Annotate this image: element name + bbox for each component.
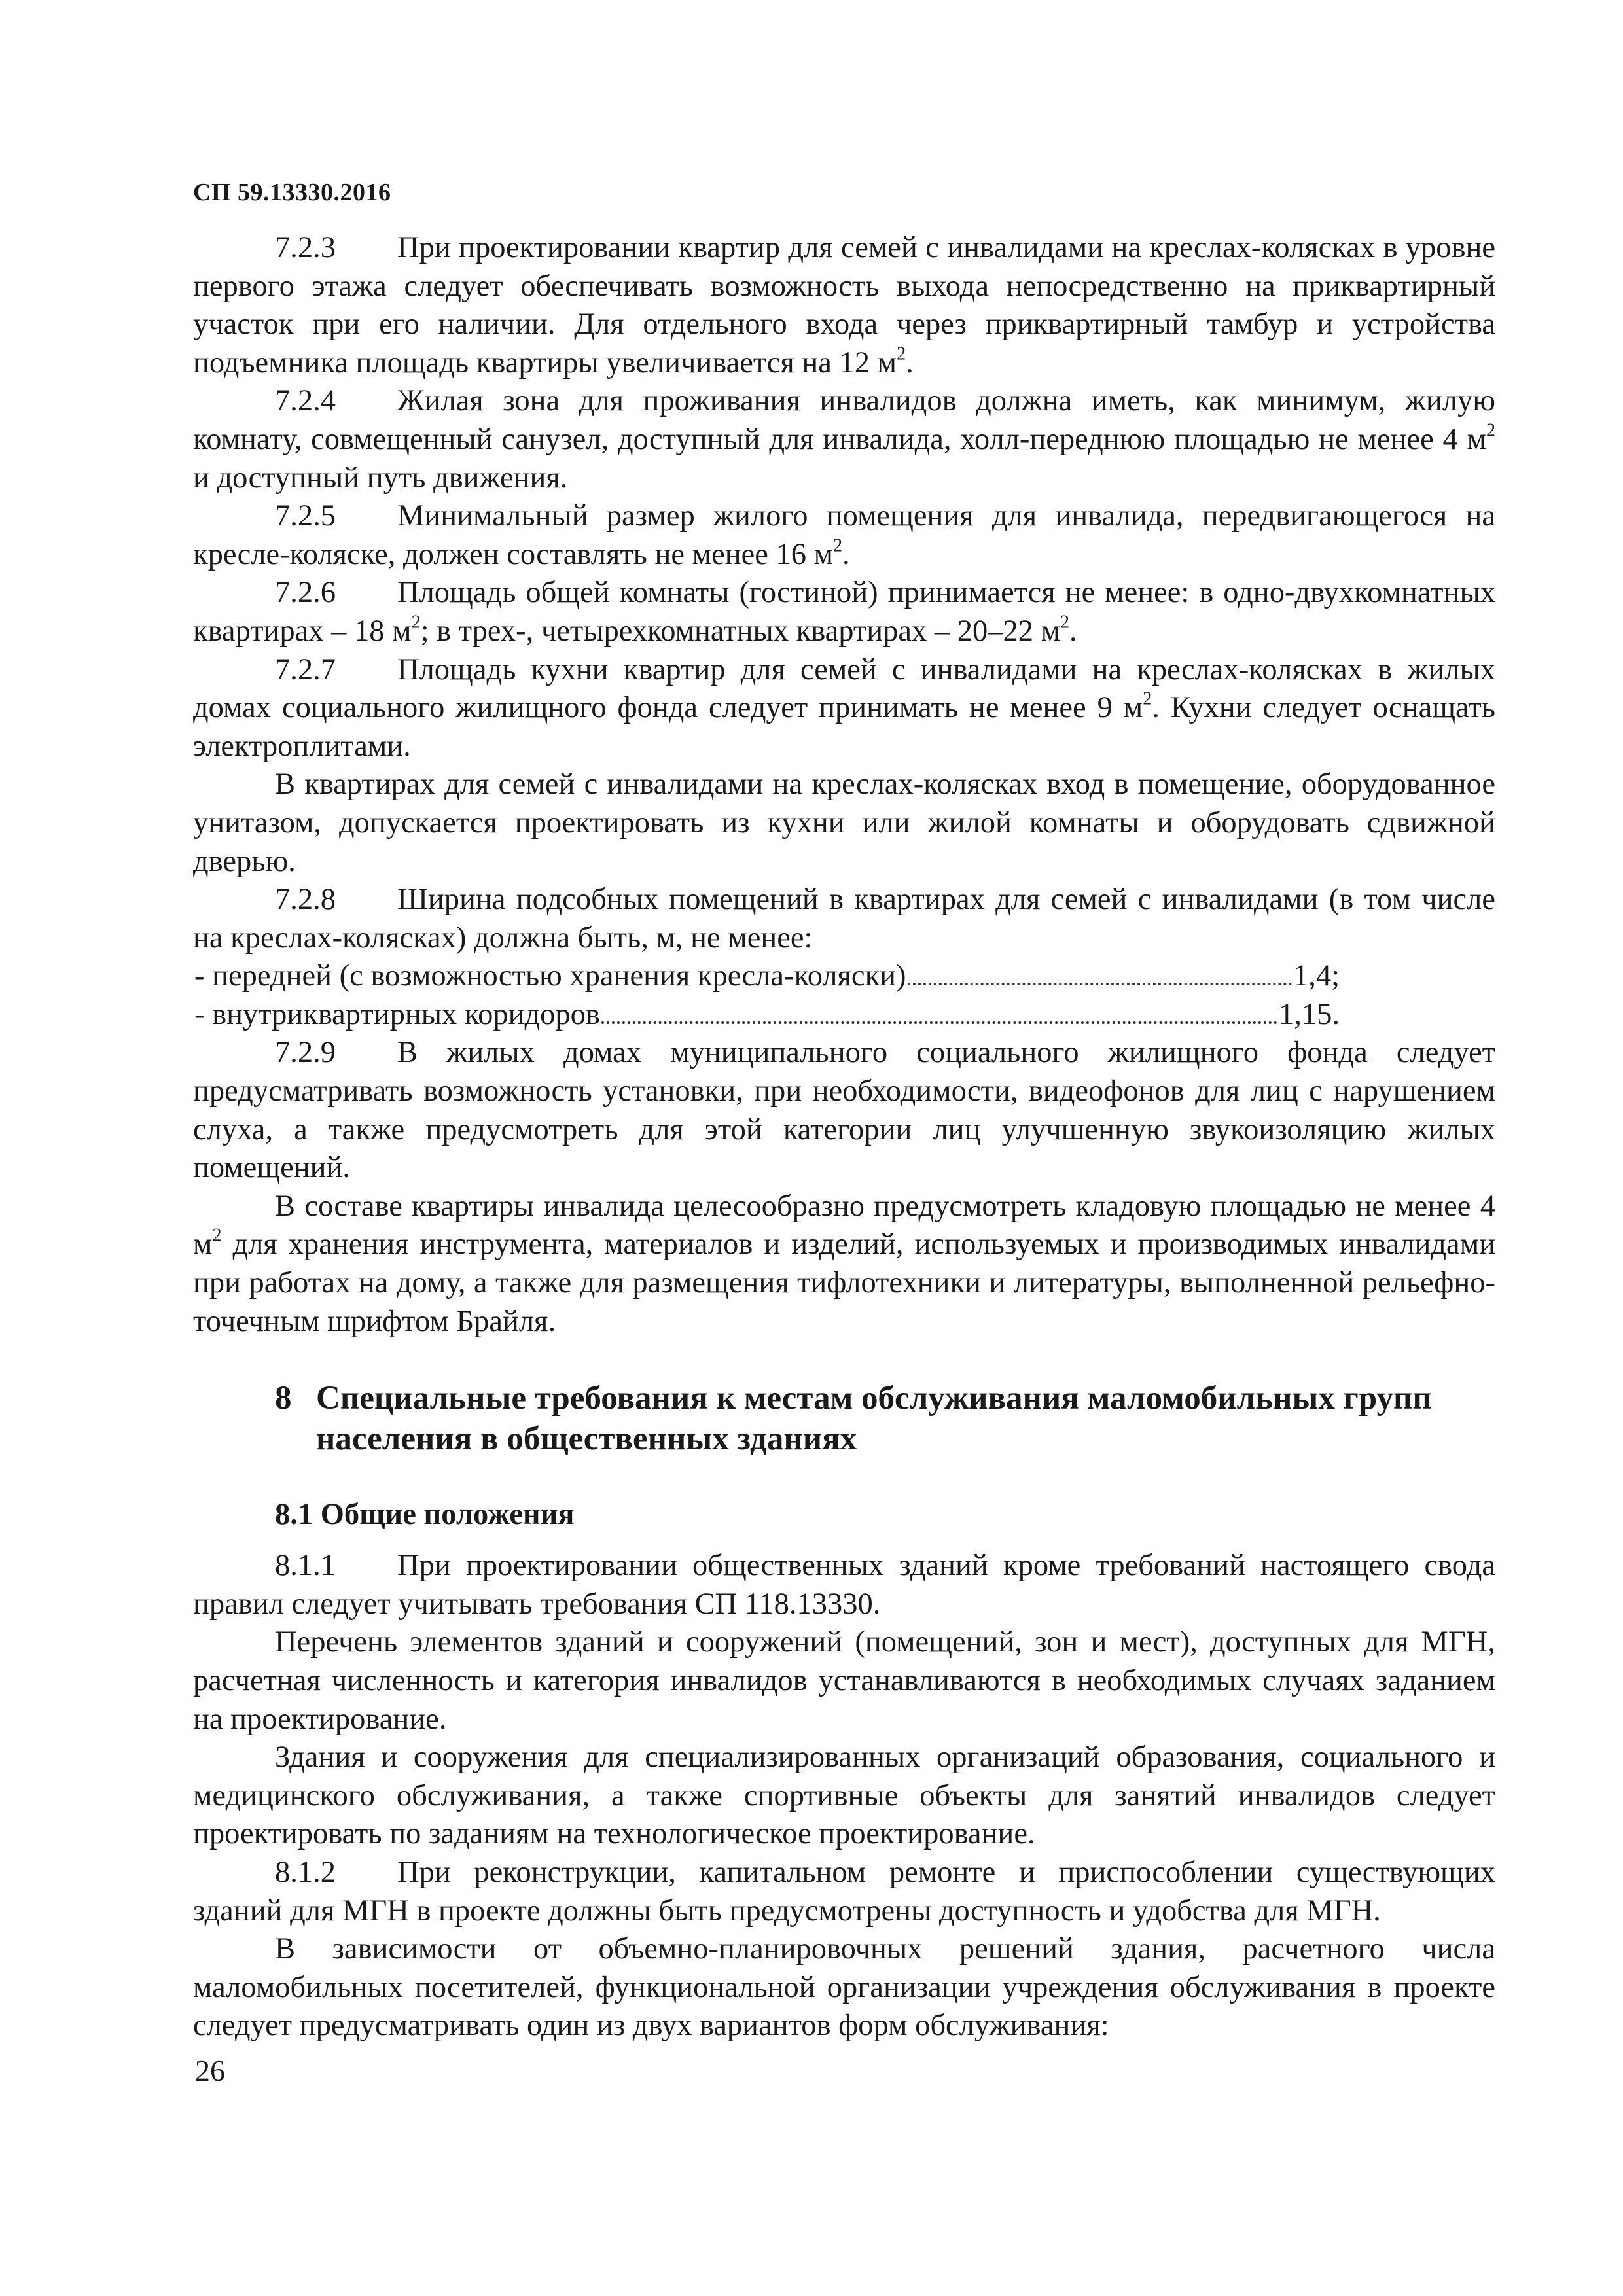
paragraph-text: В жилых домах муниципального социального жилищного фонда следует предусматривать возможность установки, при необходимости, видеофонов для лиц с нарушением слуха, а также предусмотреть для этой категории лиц улучшенную звукоизоляцию жилых помещений.	[193, 1036, 1495, 1185]
superscript: 2	[1486, 420, 1495, 441]
width-requirements-list	[193, 957, 1495, 1034]
paragraph-text: При реконструкции, капитальном ремонте и приспособлении существующих зданий для МГН в проекте должны быть предусмотрены доступность и удобства для МГН.	[193, 1855, 1495, 1928]
list-item-value: 1,15.	[1279, 997, 1340, 1031]
paragraph-text: Минимальный размер жилого помещения для инвалида, передвигающегося на кресле-коляске, должен составлять не менее 16 м	[193, 499, 1495, 571]
clause-number: 8.1.1	[275, 1549, 336, 1583]
clause-number: 7.2.8	[275, 883, 336, 917]
paragraph-text: и доступный путь движения.	[193, 461, 568, 495]
paragraph	[193, 1854, 1495, 1930]
list-item-value: 1,4;	[1293, 959, 1340, 993]
paragraph	[193, 1547, 1495, 1623]
clause-number: 7.2.7	[275, 652, 336, 686]
clause-number: 7.2.6	[275, 576, 336, 610]
list-item	[193, 996, 1340, 1034]
superscript: 2	[833, 535, 843, 556]
paragraph-text: Перечень элементов зданий и сооружений (помещений, зон и мест), доступных для МГН, расчетная численность и категория инвалидов устанавливаются в необходимых случаях заданием на проектирование.	[193, 1625, 1495, 1736]
paragraph-text: В составе квартиры инвалида целесообразно предусмотреть кладовую площадью не менее 4 м	[193, 1189, 1495, 1262]
paragraph	[193, 1930, 1495, 2045]
document-code-header: СП 59.13330.2016	[193, 179, 391, 206]
paragraph-text: .	[842, 537, 850, 571]
paragraph	[193, 651, 1495, 766]
paragraph	[193, 881, 1495, 957]
subsection-8-1-heading: 8.1 Общие положения	[275, 1498, 575, 1532]
paragraph	[193, 1188, 1495, 1341]
paragraph-text: При проектировании общественных зданий кроме требований настоящего свода правил следует учитывать требования СП 118.13330.	[193, 1549, 1495, 1621]
clause-number: 8.1.2	[275, 1855, 336, 1889]
clause-number: 7.2.9	[275, 1036, 336, 1070]
section-8-title: Специальные требования к местам обслуживания маломобильных групп населения в общественных зданиях	[316, 1380, 1432, 1458]
dot-leader	[908, 983, 1292, 985]
page-number: 26	[195, 2054, 225, 2087]
paragraph-text: При проектировании квартир для семей с инвалидами на креслах-колясках в уровне первого этажа следует обеспечивать возможность выхода непосредственно на приквартирный участок при его наличии. Для отдельного входа через приквартирный тамбур и устройства подъемника площадь квартиры увеличивается на 12 м	[193, 231, 1495, 380]
clause-number: 7.2.4	[275, 384, 336, 418]
paragraph	[193, 1623, 1495, 1739]
paragraph-text: Ширина подсобных помещений в квартирах для семей с инвалидами (в том числе на креслах-колясках) должна быть, м, не менее:	[193, 883, 1495, 955]
paragraph	[193, 766, 1495, 881]
list-item-label: - передней (с возможностью хранения кресла-коляски)	[194, 959, 906, 993]
superscript: 2	[212, 1225, 222, 1246]
paragraph	[193, 229, 1495, 382]
paragraph-text: В квартирах для семей с инвалидами на креслах-колясках вход в помещение, оборудованное унитазом, допускается проектировать из кухни или жилой комнаты и оборудовать сдвижной дверью.	[193, 768, 1495, 878]
paragraph-text: для хранения инструмента, материалов и изделий, используемых и производимых инвалидами при работах на дому, а также для размещения тифлотехники и литературы, выполненной рельефно-точечным шрифтом Брайля.	[193, 1227, 1495, 1338]
superscript: 2	[1143, 688, 1152, 709]
section-8-heading	[193, 1378, 1495, 1459]
paragraph-text: В зависимости от объемно-планировочных решений здания, расчетного числа маломобильных посетителей, функциональной организации учреждения обслуживания в проекте следует предусматривать один из двух вариантов форм обслуживания:	[193, 1932, 1495, 2043]
section-8-number: 8	[275, 1380, 292, 1417]
superscript: 2	[1060, 612, 1070, 633]
superscript: 2	[897, 344, 906, 364]
section-7-2-paragraphs	[193, 229, 1495, 957]
paragraph	[193, 1739, 1495, 1854]
paragraph-text: Площадь кухни квартир для семей с инвалидами на креслах-колясках в жилых домах социального жилищного фонда следует принимать не менее 9 м	[193, 652, 1495, 725]
dot-leader	[601, 1021, 1277, 1024]
clause-number: 7.2.5	[275, 499, 336, 533]
paragraph-text: ; в трех-, четырехкомнатных квартирах – 20–22 м	[420, 614, 1061, 648]
paragraph-text: Площадь общей комнаты (гостиной) принимается не менее: в одно-двухкомнатных квартирах – 18 м	[193, 576, 1495, 648]
clause-number: 7.2.3	[275, 231, 336, 264]
section-7-2-9-paragraphs	[193, 1034, 1495, 1341]
list-item-label: - внутриквартирных коридоров	[194, 997, 600, 1031]
list-item	[193, 957, 1340, 996]
paragraph	[193, 497, 1495, 574]
section-8-1-paragraphs	[193, 1547, 1495, 2045]
paragraph	[193, 1034, 1495, 1187]
paragraph-text: . Кухни следует оснащать электроплитами.	[193, 691, 1495, 763]
paragraph-text: .	[906, 345, 914, 380]
paragraph-text: Здания и сооружения для специализированных организаций образования, социального и медицинского обслуживания, а также спортивные объекты для занятий инвалидов следует проектировать по заданиям на технологическое проектирование.	[193, 1740, 1495, 1851]
paragraph	[193, 382, 1495, 497]
paragraph	[193, 574, 1495, 650]
document-body	[193, 229, 1495, 2045]
superscript: 2	[411, 612, 421, 633]
paragraph-text: .	[1069, 614, 1077, 648]
paragraph-text: Жилая зона для проживания инвалидов должна иметь, как минимум, жилую комнату, совмещенный санузел, доступный для инвалида, холл-переднюю площадью не менее 4 м	[193, 384, 1495, 456]
